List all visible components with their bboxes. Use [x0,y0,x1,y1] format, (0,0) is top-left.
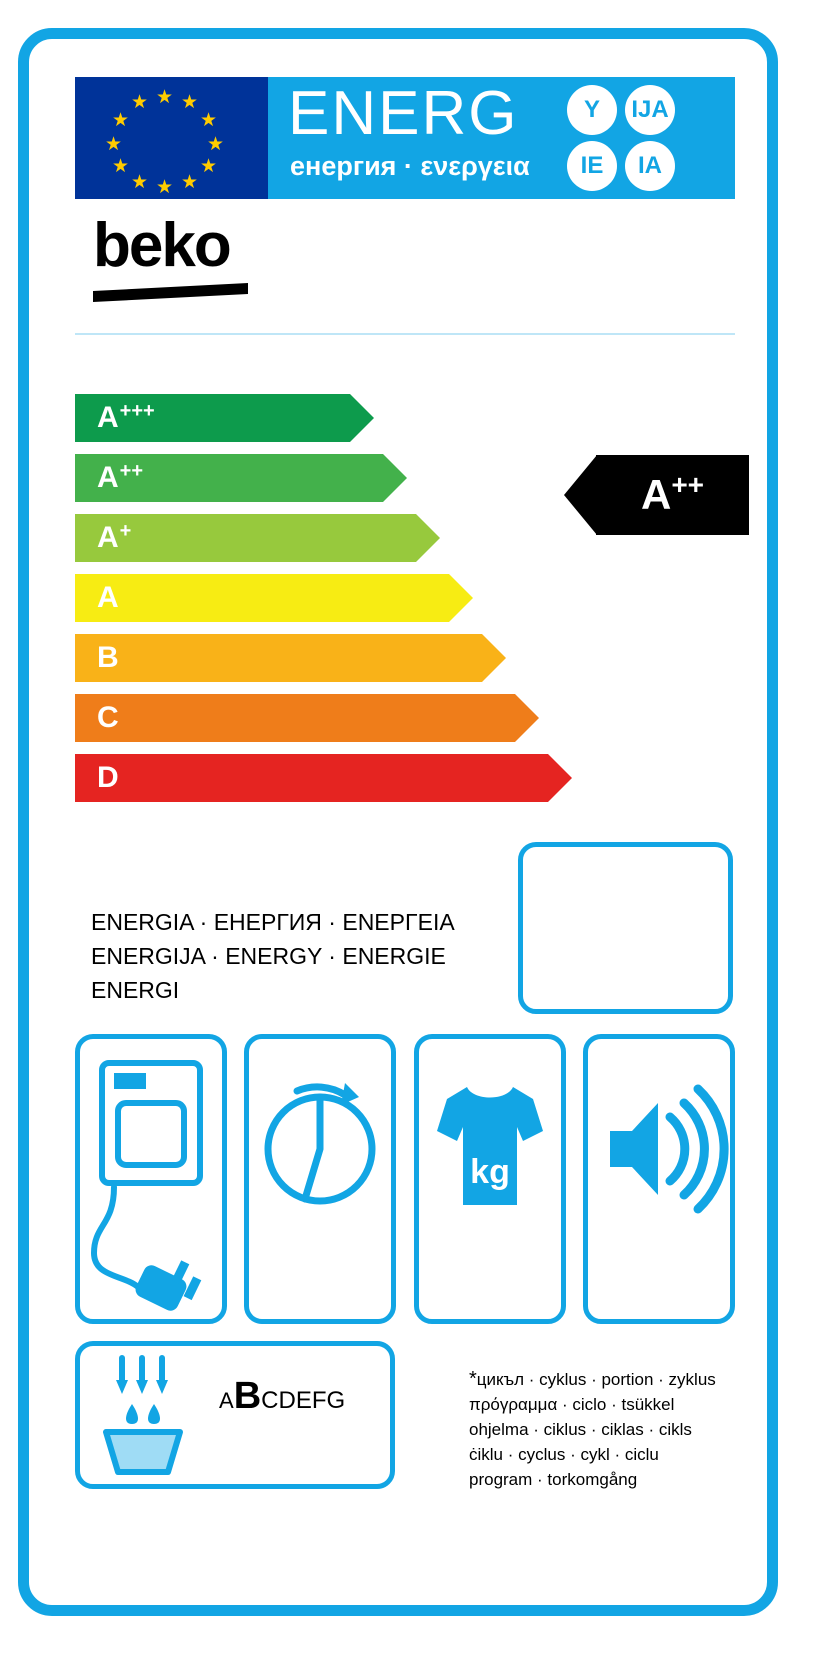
brand-block [75,211,735,325]
brand-underline [93,283,248,302]
energy-class-bar-a [75,574,449,622]
energy-class-bar-aplus: A + [75,514,416,562]
energy-word-circles [567,85,727,191]
cycle-footnote [469,1367,749,1492]
energy-class-letter: A [97,581,119,614]
noise-level-speaker-icon [583,1034,735,1324]
label-header [75,77,735,199]
annual-energy-consumption-box [518,842,733,1014]
energy-words-block [91,905,511,1007]
eu-flag-icon: ★ ★ ★ ★ ★ ★ ★ ★ ★ ★ ★ ★ [75,77,268,199]
footnote-line-5: program · torkomgång [469,1470,638,1489]
energy-class-row [75,694,735,742]
energy-class-row [75,634,735,682]
energy-class-letter: A [97,521,119,554]
condensation-letter-g: G [326,1387,346,1414]
energy-class-bar-aplusplusplus: A +++ [75,394,350,442]
rating-letter: A [640,471,672,518]
energy-class-letter: A [97,401,119,434]
footnote-line-1: цикъл · cyklus · portion · zyklus [476,1370,716,1389]
energy-class-letter: C [97,701,119,734]
condensation-letter-d: D [278,1387,296,1414]
header-divider [75,333,735,335]
energy-class-row [75,574,735,622]
energy-word-translations: енергия · ενεργεια [290,151,530,181]
energy-circle-ija: IJA [625,85,675,135]
condensation-letter-e: E [295,1387,312,1414]
energy-circle-ie: IE [567,141,617,191]
condensation-efficiency-icon [80,1346,230,1484]
condensation-letter-f: F [311,1387,327,1414]
energy-class-letter: B [97,641,119,674]
energy-rating-arrow [564,455,749,535]
condensation-letter-c: C [261,1387,279,1414]
footnote-line-2: πρόγραμμα · ciclo · tsükkel [469,1395,675,1414]
energy-class-bar-d [75,754,548,802]
energy-class-letter: D [97,761,119,794]
energy-title-block [268,77,735,199]
energy-class-bar-aplusplus: A ++ [75,454,383,502]
footnote-line-4: ċiklu · cyclus · cykl · ciclu [469,1445,659,1464]
energy-circle-y: Y [567,85,617,135]
energy-class-row [75,394,735,442]
energy-words-line-1: ENERGIA · ЕНЕРГИЯ · ΕΝΕΡΓΕΙΑ [91,909,455,935]
energy-label-frame [18,28,778,1616]
energy-word: ENERG [288,79,519,148]
condensation-class-letters [219,1375,345,1418]
condensation-letter-b: B [233,1375,262,1417]
footnote-marker: * [469,1368,477,1390]
energy-class-bar-c [75,694,515,742]
tumble-dryer-plug-icon [75,1034,227,1324]
footnote-line-3: ohjelma · ciklus · ciklas · cikls [469,1420,692,1439]
brand-name: beko [93,211,230,280]
energy-class-letter: A [97,461,119,494]
energy-words-line-2: ENERGIJA · ENERGY · ENERGIE [91,943,446,969]
energy-circle-ia: IA [625,141,675,191]
condensation-letter-a: A [219,1388,234,1413]
cycle-time-clock-icon [244,1034,396,1324]
rating-arrow-body: A ++ [596,455,749,535]
energy-class-bar-b [75,634,482,682]
energy-class-row [75,754,735,802]
energy-words-line-3: ENERGI [91,977,180,1003]
svg-text:kg: kg [470,1153,510,1191]
rating-arrow-tip [564,455,597,535]
load-capacity-kg-icon [414,1034,566,1324]
